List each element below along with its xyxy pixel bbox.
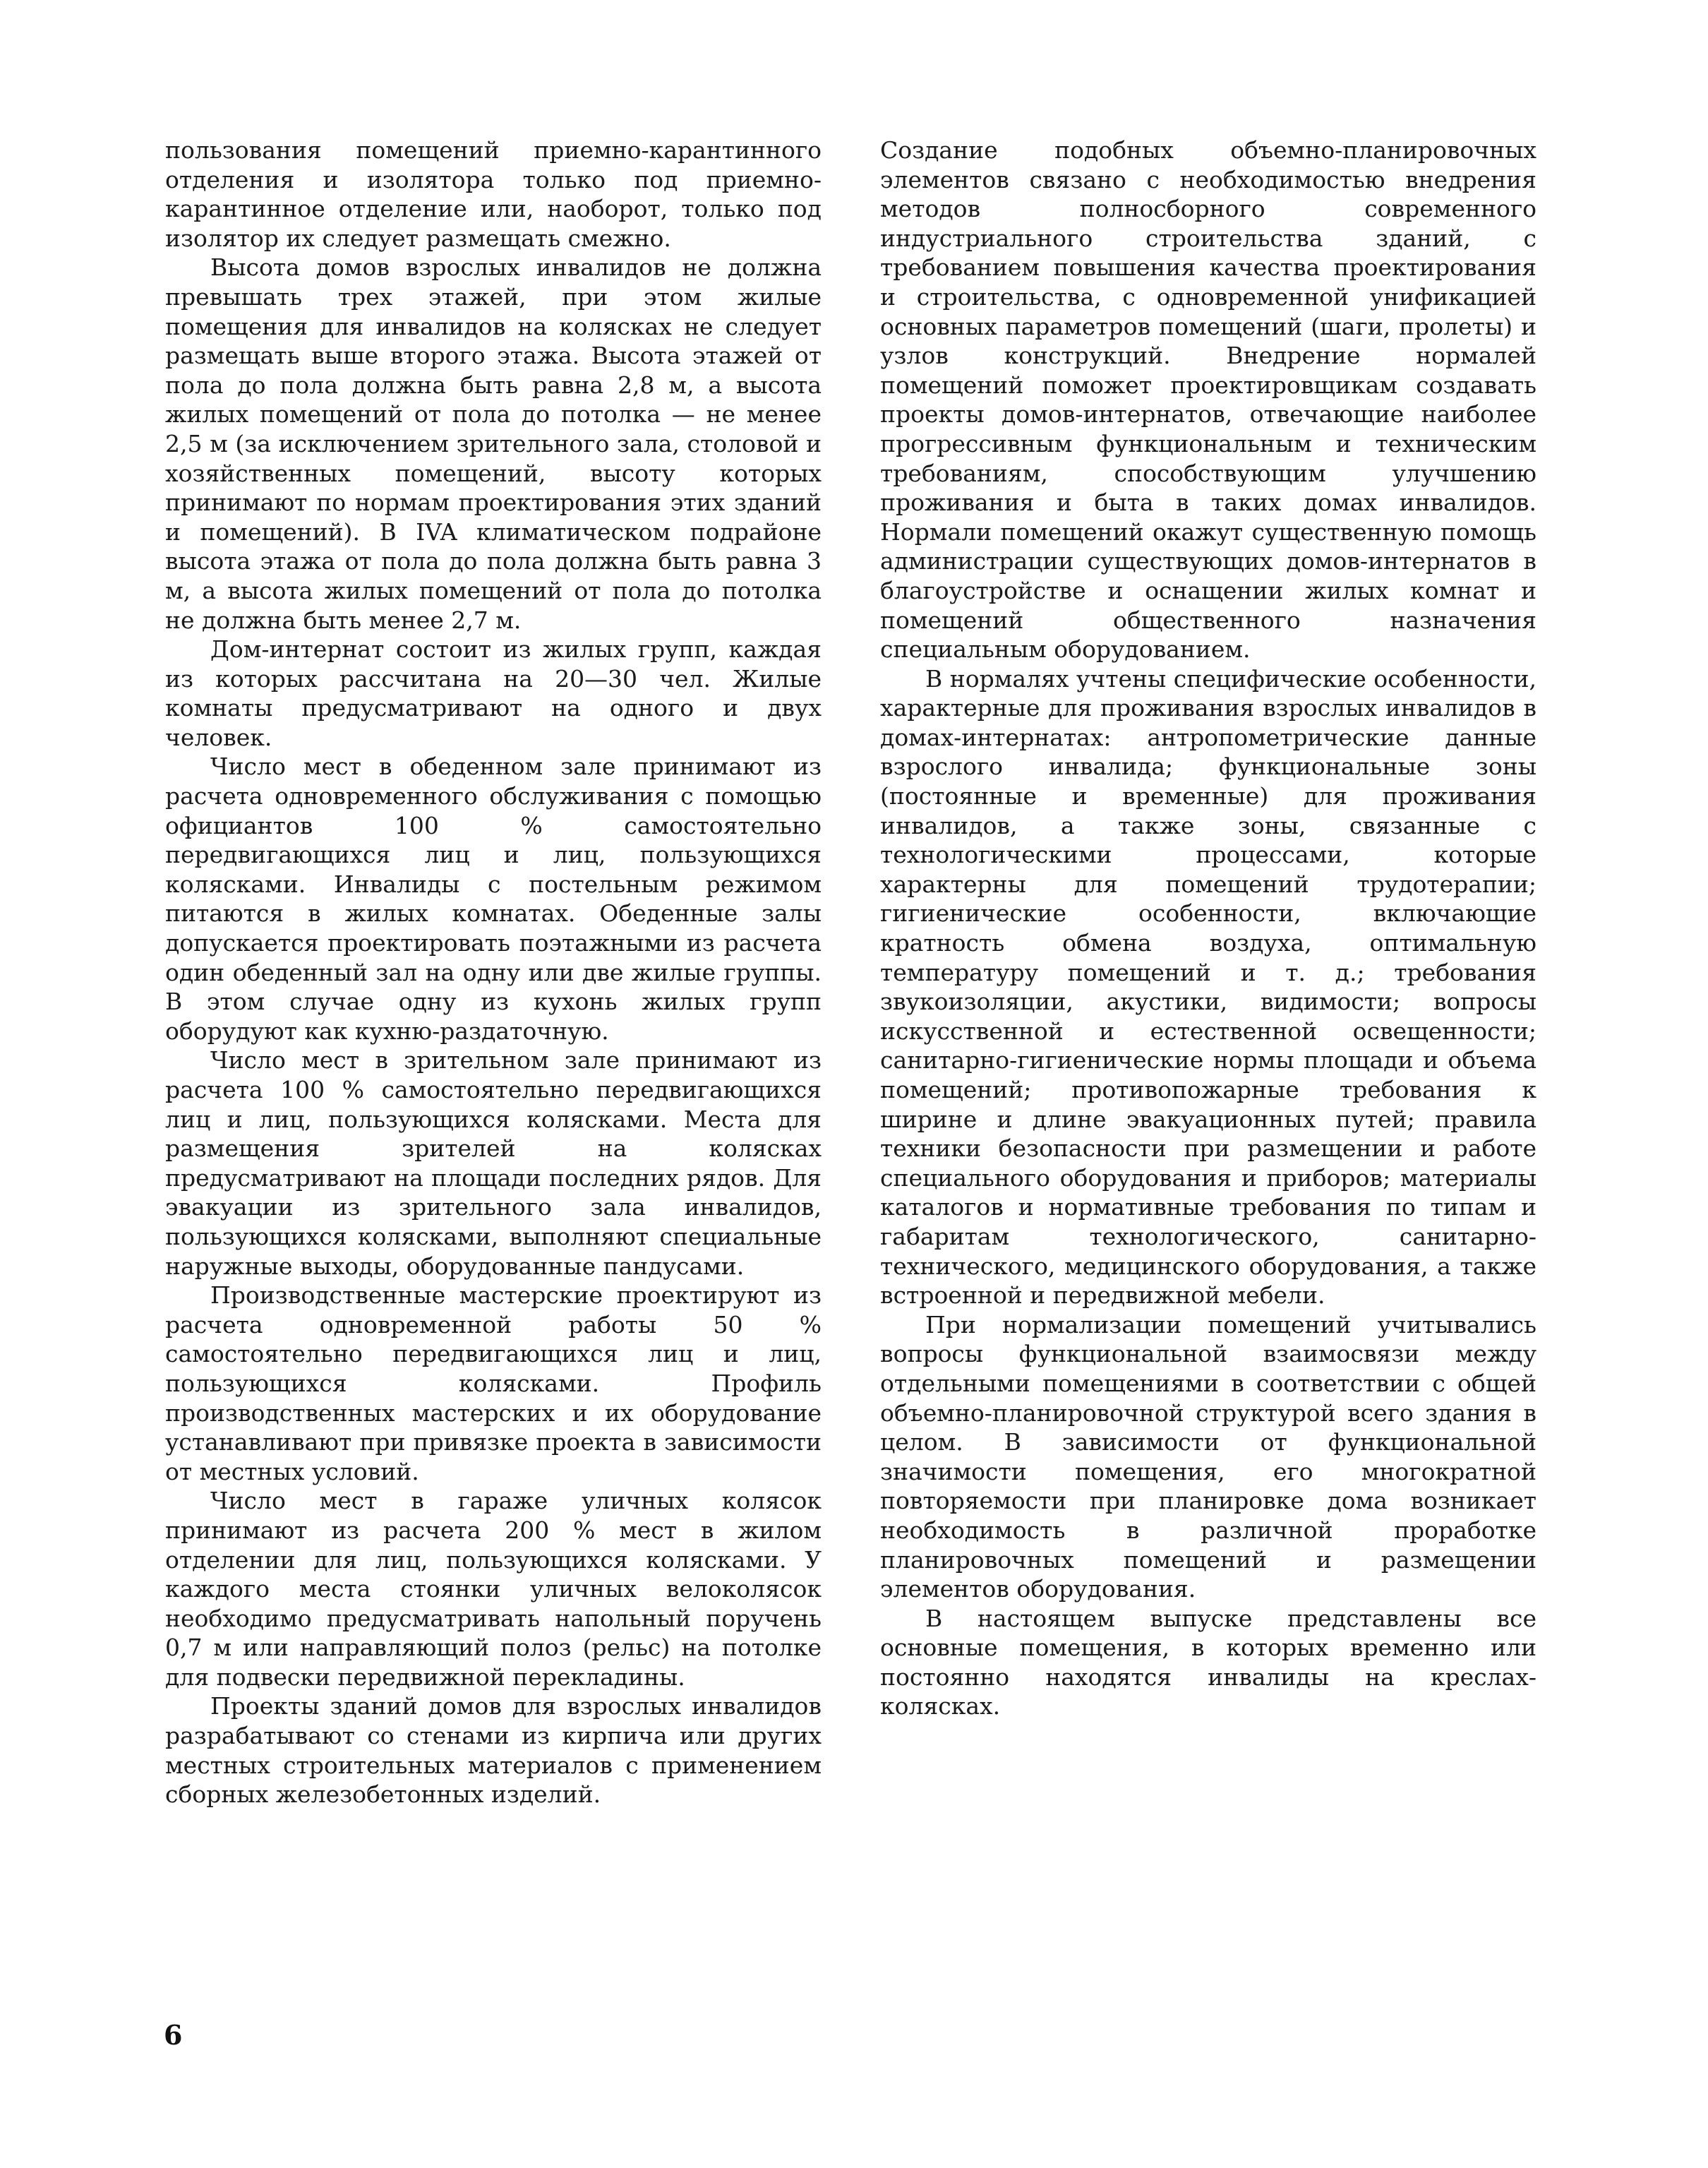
paragraph: Дом-интернат состоит из жилых групп, каждая из которых рассчитана на 20—30 чел. Жилые комнаты предусматривают на одного и двух человек. <box>165 635 822 751</box>
left-text-column <box>165 136 822 1809</box>
paragraph: Проекты зданий домов для взрослых инвалидов разрабатывают со стенами из кирпича или других местных строительных материалов с применением сборных железобетонных изделий. <box>165 1692 822 1809</box>
right-text-column <box>880 136 1536 1721</box>
paragraph: пользования помещений приемно-карантинного отделения и изолятора только под приемно-карантинное отделение или, наоборот, только под изолятор их следует размещать смежно. <box>165 136 822 252</box>
paragraph: Число мест в обеденном зале принимают из расчета одновременного обслуживания с помощью официантов 100 % самостоятельно передвигающихся лиц и лиц, пользующихся колясками. Инвалиды с постельным режимом питаются в жилых комнатах. Обеденные залы допускается проектировать поэтажными из расчета один обеденный зал на одну или две жилые группы. В этом случае одну из кухонь жилых групп оборудуют как кухню-раздаточную. <box>165 753 822 1045</box>
paragraph: Создание подобных объемно-планировочных элементов связано с необходимостью внедрения методов полносборного современного индустриального строительства зданий, с требованием повышения качества проектирования и строительства, с одновременной унификацией основных параметров помещений (шаги, пролеты) и узлов конструкций. Внедрение нормалей помещений поможет проектировщикам создавать проекты домов-интернатов, отвечающие наиболее прогрессивным функциональным и техническим требованиям, способствующим улучшению проживания и быта в таких домах инвалидов. Нормали помещений окажут существенную помощь администрации существующих домов-интернатов в благоустройстве и оснащении жилых комнат и помещений общественного назначения специальным оборудованием. <box>880 136 1536 664</box>
paragraph: В нормалях учтены специфические особенности, характерные для проживания взрослых инвалидов в домах-интернатах: антропометрические данные взрослого инвалида; функциональные зоны (постоянные и временные) для проживания инвалидов, а также зоны, связанные с технологическими процессами, которые характерны для помещений трудотерапии; гигиенические особенности, включающие кратность обмена воздуха, оптимальную температуру помещений и т. д.; требования звукоизоляции, акустики, видимости; вопросы искусственной и естественной освещенности; санитарно-гигиенические нормы площади и объема помещений; противопожарные требования к ширине и длине эвакуационных путей; правила техники безопасности при размещении и работе специального оборудования и приборов; материалы каталогов и нормативные требования по типам и габаритам технологического, санитарно-технического, медицинского оборудования, а также встроенной и передвижной мебели. <box>880 664 1536 1310</box>
paragraph: Производственные мастерские проектируют из расчета одновременной работы 50 % самостоятельно передвигающихся лиц и лиц, пользующихся колясками. Профиль производственных мастерских и их оборудование устанавливают при привязке проекта в зависимости от местных условий. <box>165 1281 822 1485</box>
paragraph: В настоящем выпуске представлены все основные помещения, в которых временно или постоянно находятся инвалиды на креслах-колясках. <box>880 1604 1536 1720</box>
paragraph: Число мест в зрительном зале принимают из расчета 100 % самостоятельно передвигающихся лиц и лиц, пользующихся колясками. Места для размещения зрителей на колясках предусматривают на площади последних рядов. Для эвакуации из зрительного зала инвалидов, пользующихся колясками, выполняют специальные наружные выходы, оборудованные пандусами. <box>165 1046 822 1280</box>
paragraph: Высота домов взрослых инвалидов не должна превышать трех этажей, при этом жилые помещения для инвалидов на колясках не следует размещать выше второго этажа. Высота этажей от пола до пола должна быть равна 2,8 м, а высота жилых помещений от пола до потолка — не менее 2,5 м (за исключением зрительного зала, столовой и хозяйственных помещений, высоту которых принимают по нормам проектирования этих зданий и помещений). В IVA климатическом подрайоне высота этажа от пола до пола должна быть равна 3 м, а высота жилых помещений от пола до потолка не должна быть менее 2,7 м. <box>165 253 822 634</box>
paragraph: Число мест в гараже уличных колясок принимают из расчета 200 % мест в жилом отделении для лиц, пользующихся колясками. У каждого места стоянки уличных велоколясок необходимо предусматривать напольный поручень 0,7 м или направляющий полоз (рельс) на потолке для подвески передвижной перекладины. <box>165 1487 822 1691</box>
page-number: 6 <box>164 2019 183 2051</box>
paragraph: При нормализации помещений учитывались вопросы функциональной взаимосвязи между отдельными помещениями в соответствии с общей объемно-планировочной структурой всего здания в целом. В зависимости от функциональной значимости помещения, его многократной повторяемости при планировке дома возникает необходимость в различной проработке планировочных помещений и размещении элементов оборудования. <box>880 1310 1536 1603</box>
